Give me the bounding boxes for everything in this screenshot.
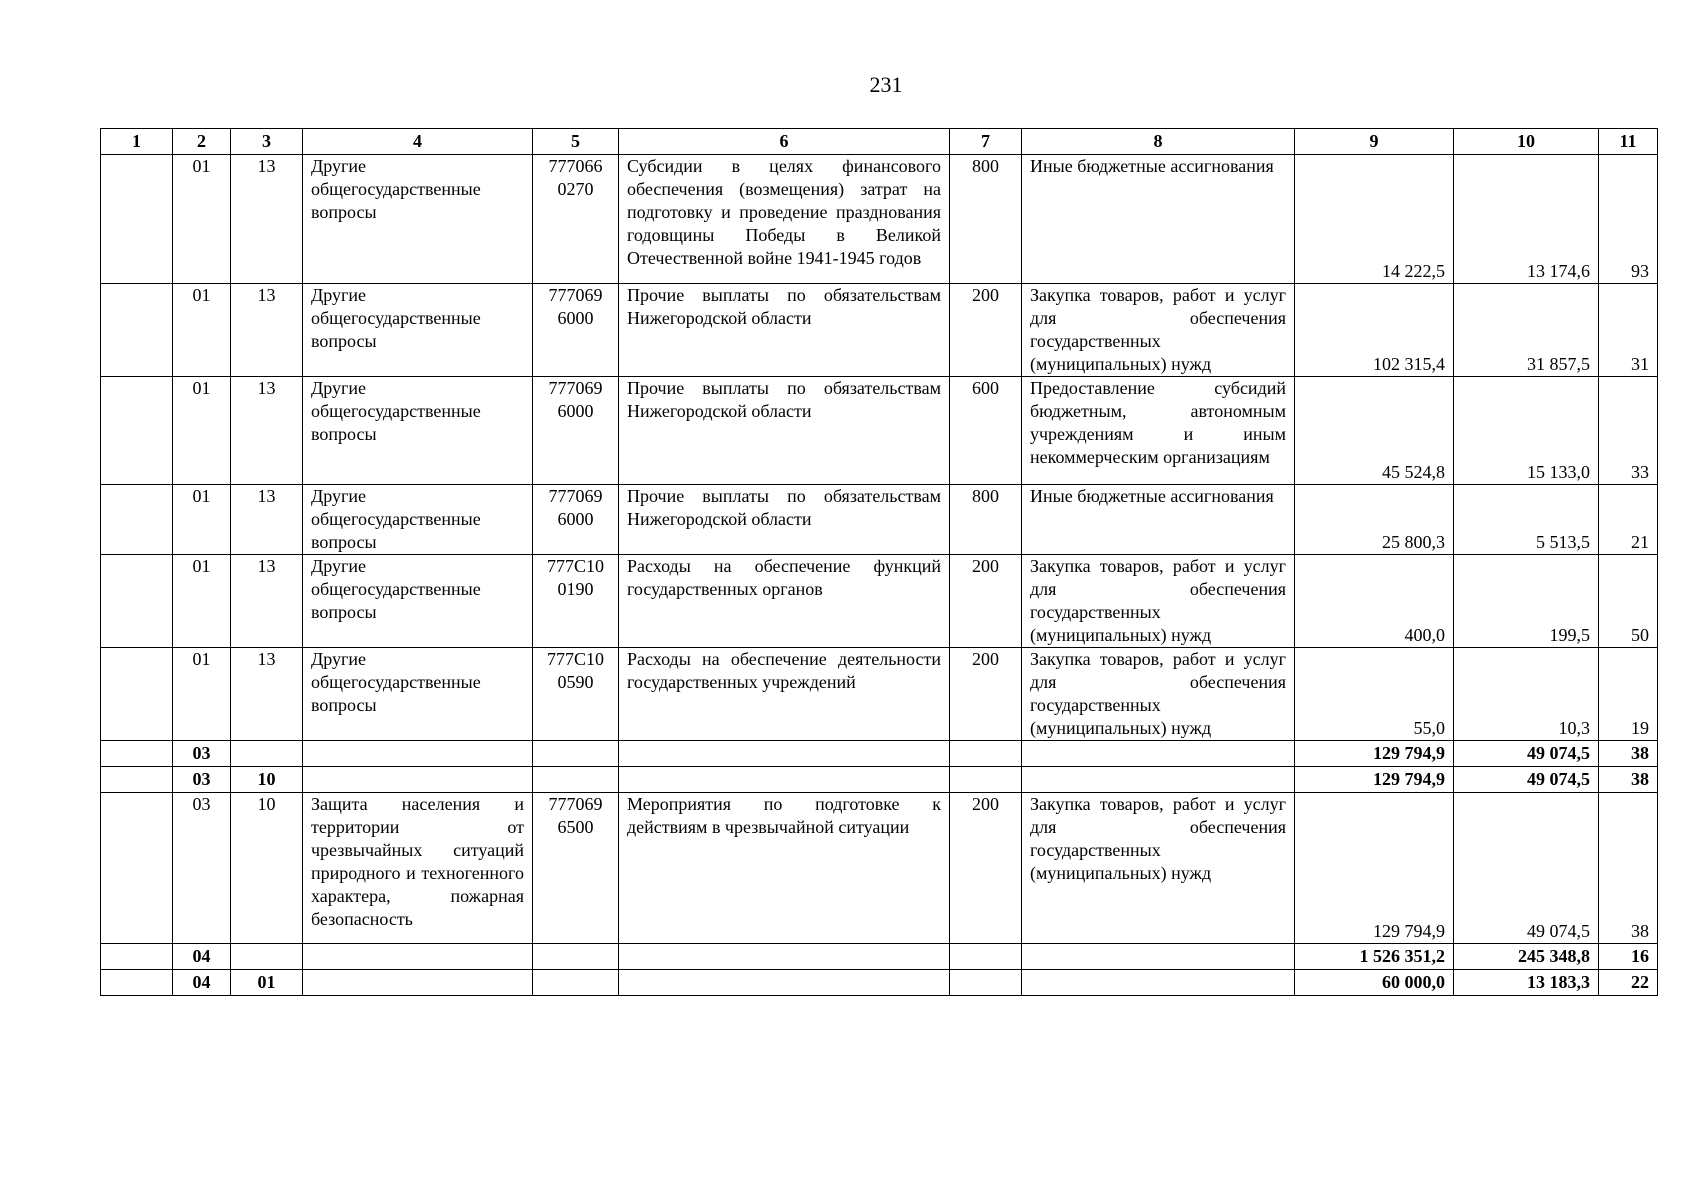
cell-target-name: Мероприятия по подготовке к действиям в чрезвычайной ситуации — [619, 793, 950, 944]
cell-expense-name — [1022, 741, 1295, 767]
cell-expense-type: 200 — [950, 648, 1022, 741]
cell-section-name — [303, 767, 533, 793]
cell-approved-amount: 60 000,0 — [1295, 970, 1454, 996]
cell-approved-amount: 129 794,9 — [1295, 741, 1454, 767]
cell-executed-amount: 5 513,5 — [1454, 485, 1599, 555]
cell-expense-name: Закупка товаров, работ и услуг для обеспечения государственных (муниципальных) нужд — [1022, 793, 1295, 944]
cell-col-1 — [101, 377, 173, 485]
cell-approved-amount: 129 794,9 — [1295, 767, 1454, 793]
cell-executed-amount: 49 074,5 — [1454, 793, 1599, 944]
cell-percent: 33 — [1599, 377, 1658, 485]
cell-approved-amount: 102 315,4 — [1295, 284, 1454, 377]
cell-section-name: Другие общегосударственные вопросы — [303, 648, 533, 741]
cell-subsection — [231, 741, 303, 767]
cell-executed-amount: 10,3 — [1454, 648, 1599, 741]
table-row — [101, 155, 1658, 284]
table-row — [101, 741, 1658, 767]
cell-section-name: Другие общегосударственные вопросы — [303, 555, 533, 648]
cell-executed-amount: 13 174,6 — [1454, 155, 1599, 284]
header-col-5: 5 — [533, 129, 619, 155]
cell-target-name: Прочие выплаты по обязательствам Нижегородской области — [619, 377, 950, 485]
cell-expense-name: Закупка товаров, работ и услуг для обеспечения государственных (муниципальных) нужд — [1022, 555, 1295, 648]
cell-col-1 — [101, 555, 173, 648]
cell-subsection: 13 — [231, 485, 303, 555]
cell-expense-name: Закупка товаров, работ и услуг для обеспечения государственных (муниципальных) нужд — [1022, 284, 1295, 377]
cell-target-name — [619, 741, 950, 767]
cell-percent: 93 — [1599, 155, 1658, 284]
cell-target-name — [619, 944, 950, 970]
cell-expense-type — [950, 767, 1022, 793]
cell-expense-name — [1022, 970, 1295, 996]
header-col-9: 9 — [1295, 129, 1454, 155]
cell-target-code — [533, 741, 619, 767]
cell-subsection: 13 — [231, 648, 303, 741]
cell-expense-type: 200 — [950, 555, 1022, 648]
cell-section: 01 — [173, 284, 231, 377]
cell-executed-amount: 13 183,3 — [1454, 970, 1599, 996]
cell-section-name — [303, 944, 533, 970]
cell-approved-amount: 400,0 — [1295, 555, 1454, 648]
header-col-1: 1 — [101, 129, 173, 155]
cell-expense-type: 200 — [950, 793, 1022, 944]
header-col-10: 10 — [1454, 129, 1599, 155]
table-row — [101, 970, 1658, 996]
cell-executed-amount: 199,5 — [1454, 555, 1599, 648]
table-row — [101, 793, 1658, 944]
table-row — [101, 944, 1658, 970]
cell-col-1 — [101, 970, 173, 996]
cell-target-code: 777С10 0590 — [533, 648, 619, 741]
cell-subsection: 10 — [231, 767, 303, 793]
cell-percent: 16 — [1599, 944, 1658, 970]
cell-executed-amount: 31 857,5 — [1454, 284, 1599, 377]
cell-percent: 38 — [1599, 767, 1658, 793]
cell-target-code — [533, 944, 619, 970]
table-row — [101, 648, 1658, 741]
table-row — [101, 284, 1658, 377]
cell-section-name — [303, 970, 533, 996]
cell-section-name — [303, 741, 533, 767]
cell-subsection: 13 — [231, 377, 303, 485]
cell-target-name: Расходы на обеспечение функций государственных органов — [619, 555, 950, 648]
cell-expense-type — [950, 970, 1022, 996]
cell-approved-amount: 45 524,8 — [1295, 377, 1454, 485]
header-col-11: 11 — [1599, 129, 1658, 155]
cell-subsection: 13 — [231, 284, 303, 377]
cell-expense-name: Иные бюджетные ассигнования — [1022, 485, 1295, 555]
cell-subsection: 01 — [231, 970, 303, 996]
table-row — [101, 555, 1658, 648]
table-row — [101, 485, 1658, 555]
cell-expense-type: 800 — [950, 155, 1022, 284]
cell-section: 04 — [173, 970, 231, 996]
cell-target-code: 777069 6500 — [533, 793, 619, 944]
header-col-8: 8 — [1022, 129, 1295, 155]
cell-section-name: Другие общегосударственные вопросы — [303, 284, 533, 377]
cell-percent: 31 — [1599, 284, 1658, 377]
cell-target-name — [619, 970, 950, 996]
cell-section: 01 — [173, 377, 231, 485]
cell-executed-amount: 15 133,0 — [1454, 377, 1599, 485]
cell-percent: 22 — [1599, 970, 1658, 996]
cell-target-name — [619, 767, 950, 793]
cell-section-name: Другие общегосударственные вопросы — [303, 155, 533, 284]
cell-subsection: 10 — [231, 793, 303, 944]
header-col-3: 3 — [231, 129, 303, 155]
table-row — [101, 377, 1658, 485]
cell-target-name: Расходы на обеспечение деятельности государственных учреждений — [619, 648, 950, 741]
header-col-4: 4 — [303, 129, 533, 155]
cell-percent: 19 — [1599, 648, 1658, 741]
cell-section: 01 — [173, 648, 231, 741]
cell-col-1 — [101, 485, 173, 555]
cell-executed-amount: 49 074,5 — [1454, 767, 1599, 793]
cell-target-code: 777069 6000 — [533, 377, 619, 485]
cell-target-code — [533, 767, 619, 793]
cell-col-1 — [101, 155, 173, 284]
cell-section-name: Защита населения и территории от чрезвычайных ситуаций природного и техногенного характера, пожарная безопасность — [303, 793, 533, 944]
table-row — [101, 767, 1658, 793]
cell-target-name: Субсидии в целях финансового обеспечения (возмещения) затрат на подготовку и проведение празднования годовщины Победы в Великой Отечественной войне 1941-1945 годов — [619, 155, 950, 284]
budget-table — [100, 128, 1658, 996]
cell-section: 04 — [173, 944, 231, 970]
cell-approved-amount: 14 222,5 — [1295, 155, 1454, 284]
cell-approved-amount: 25 800,3 — [1295, 485, 1454, 555]
cell-section-name: Другие общегосударственные вопросы — [303, 377, 533, 485]
cell-expense-type — [950, 741, 1022, 767]
cell-percent: 38 — [1599, 741, 1658, 767]
cell-approved-amount: 1 526 351,2 — [1295, 944, 1454, 970]
cell-expense-type: 600 — [950, 377, 1022, 485]
cell-subsection — [231, 944, 303, 970]
cell-col-1 — [101, 741, 173, 767]
cell-target-code — [533, 970, 619, 996]
cell-expense-name: Предоставление субсидий бюджетным, автономным учреждениям и иным некоммерческим организациям — [1022, 377, 1295, 485]
header-col-6: 6 — [619, 129, 950, 155]
cell-expense-name: Иные бюджетные ассигнования — [1022, 155, 1295, 284]
cell-subsection: 13 — [231, 155, 303, 284]
cell-section: 01 — [173, 555, 231, 648]
header-col-2: 2 — [173, 129, 231, 155]
page-number: 231 — [869, 72, 903, 97]
cell-col-1 — [101, 284, 173, 377]
cell-expense-type: 800 — [950, 485, 1022, 555]
cell-section: 03 — [173, 793, 231, 944]
cell-expense-name — [1022, 767, 1295, 793]
table-body — [101, 155, 1658, 996]
cell-target-code: 777С10 0190 — [533, 555, 619, 648]
cell-executed-amount: 245 348,8 — [1454, 944, 1599, 970]
header-row — [101, 129, 1658, 155]
cell-target-name: Прочие выплаты по обязательствам Нижегородской области — [619, 485, 950, 555]
cell-section: 01 — [173, 485, 231, 555]
cell-approved-amount: 55,0 — [1295, 648, 1454, 741]
cell-expense-name — [1022, 944, 1295, 970]
cell-col-1 — [101, 944, 173, 970]
cell-section: 03 — [173, 741, 231, 767]
header-col-7: 7 — [950, 129, 1022, 155]
cell-col-1 — [101, 793, 173, 944]
cell-target-name: Прочие выплаты по обязательствам Нижегородской области — [619, 284, 950, 377]
cell-expense-type: 200 — [950, 284, 1022, 377]
cell-section: 01 — [173, 155, 231, 284]
cell-target-code: 777069 6000 — [533, 284, 619, 377]
cell-section: 03 — [173, 767, 231, 793]
cell-expense-type — [950, 944, 1022, 970]
cell-percent: 21 — [1599, 485, 1658, 555]
cell-col-1 — [101, 648, 173, 741]
cell-target-code: 777069 6000 — [533, 485, 619, 555]
cell-subsection: 13 — [231, 555, 303, 648]
cell-approved-amount: 129 794,9 — [1295, 793, 1454, 944]
cell-expense-name: Закупка товаров, работ и услуг для обеспечения государственных (муниципальных) нужд — [1022, 648, 1295, 741]
cell-target-code: 777066 0270 — [533, 155, 619, 284]
cell-percent: 38 — [1599, 793, 1658, 944]
cell-col-1 — [101, 767, 173, 793]
cell-executed-amount: 49 074,5 — [1454, 741, 1599, 767]
cell-section-name: Другие общегосударственные вопросы — [303, 485, 533, 555]
cell-percent: 50 — [1599, 555, 1658, 648]
